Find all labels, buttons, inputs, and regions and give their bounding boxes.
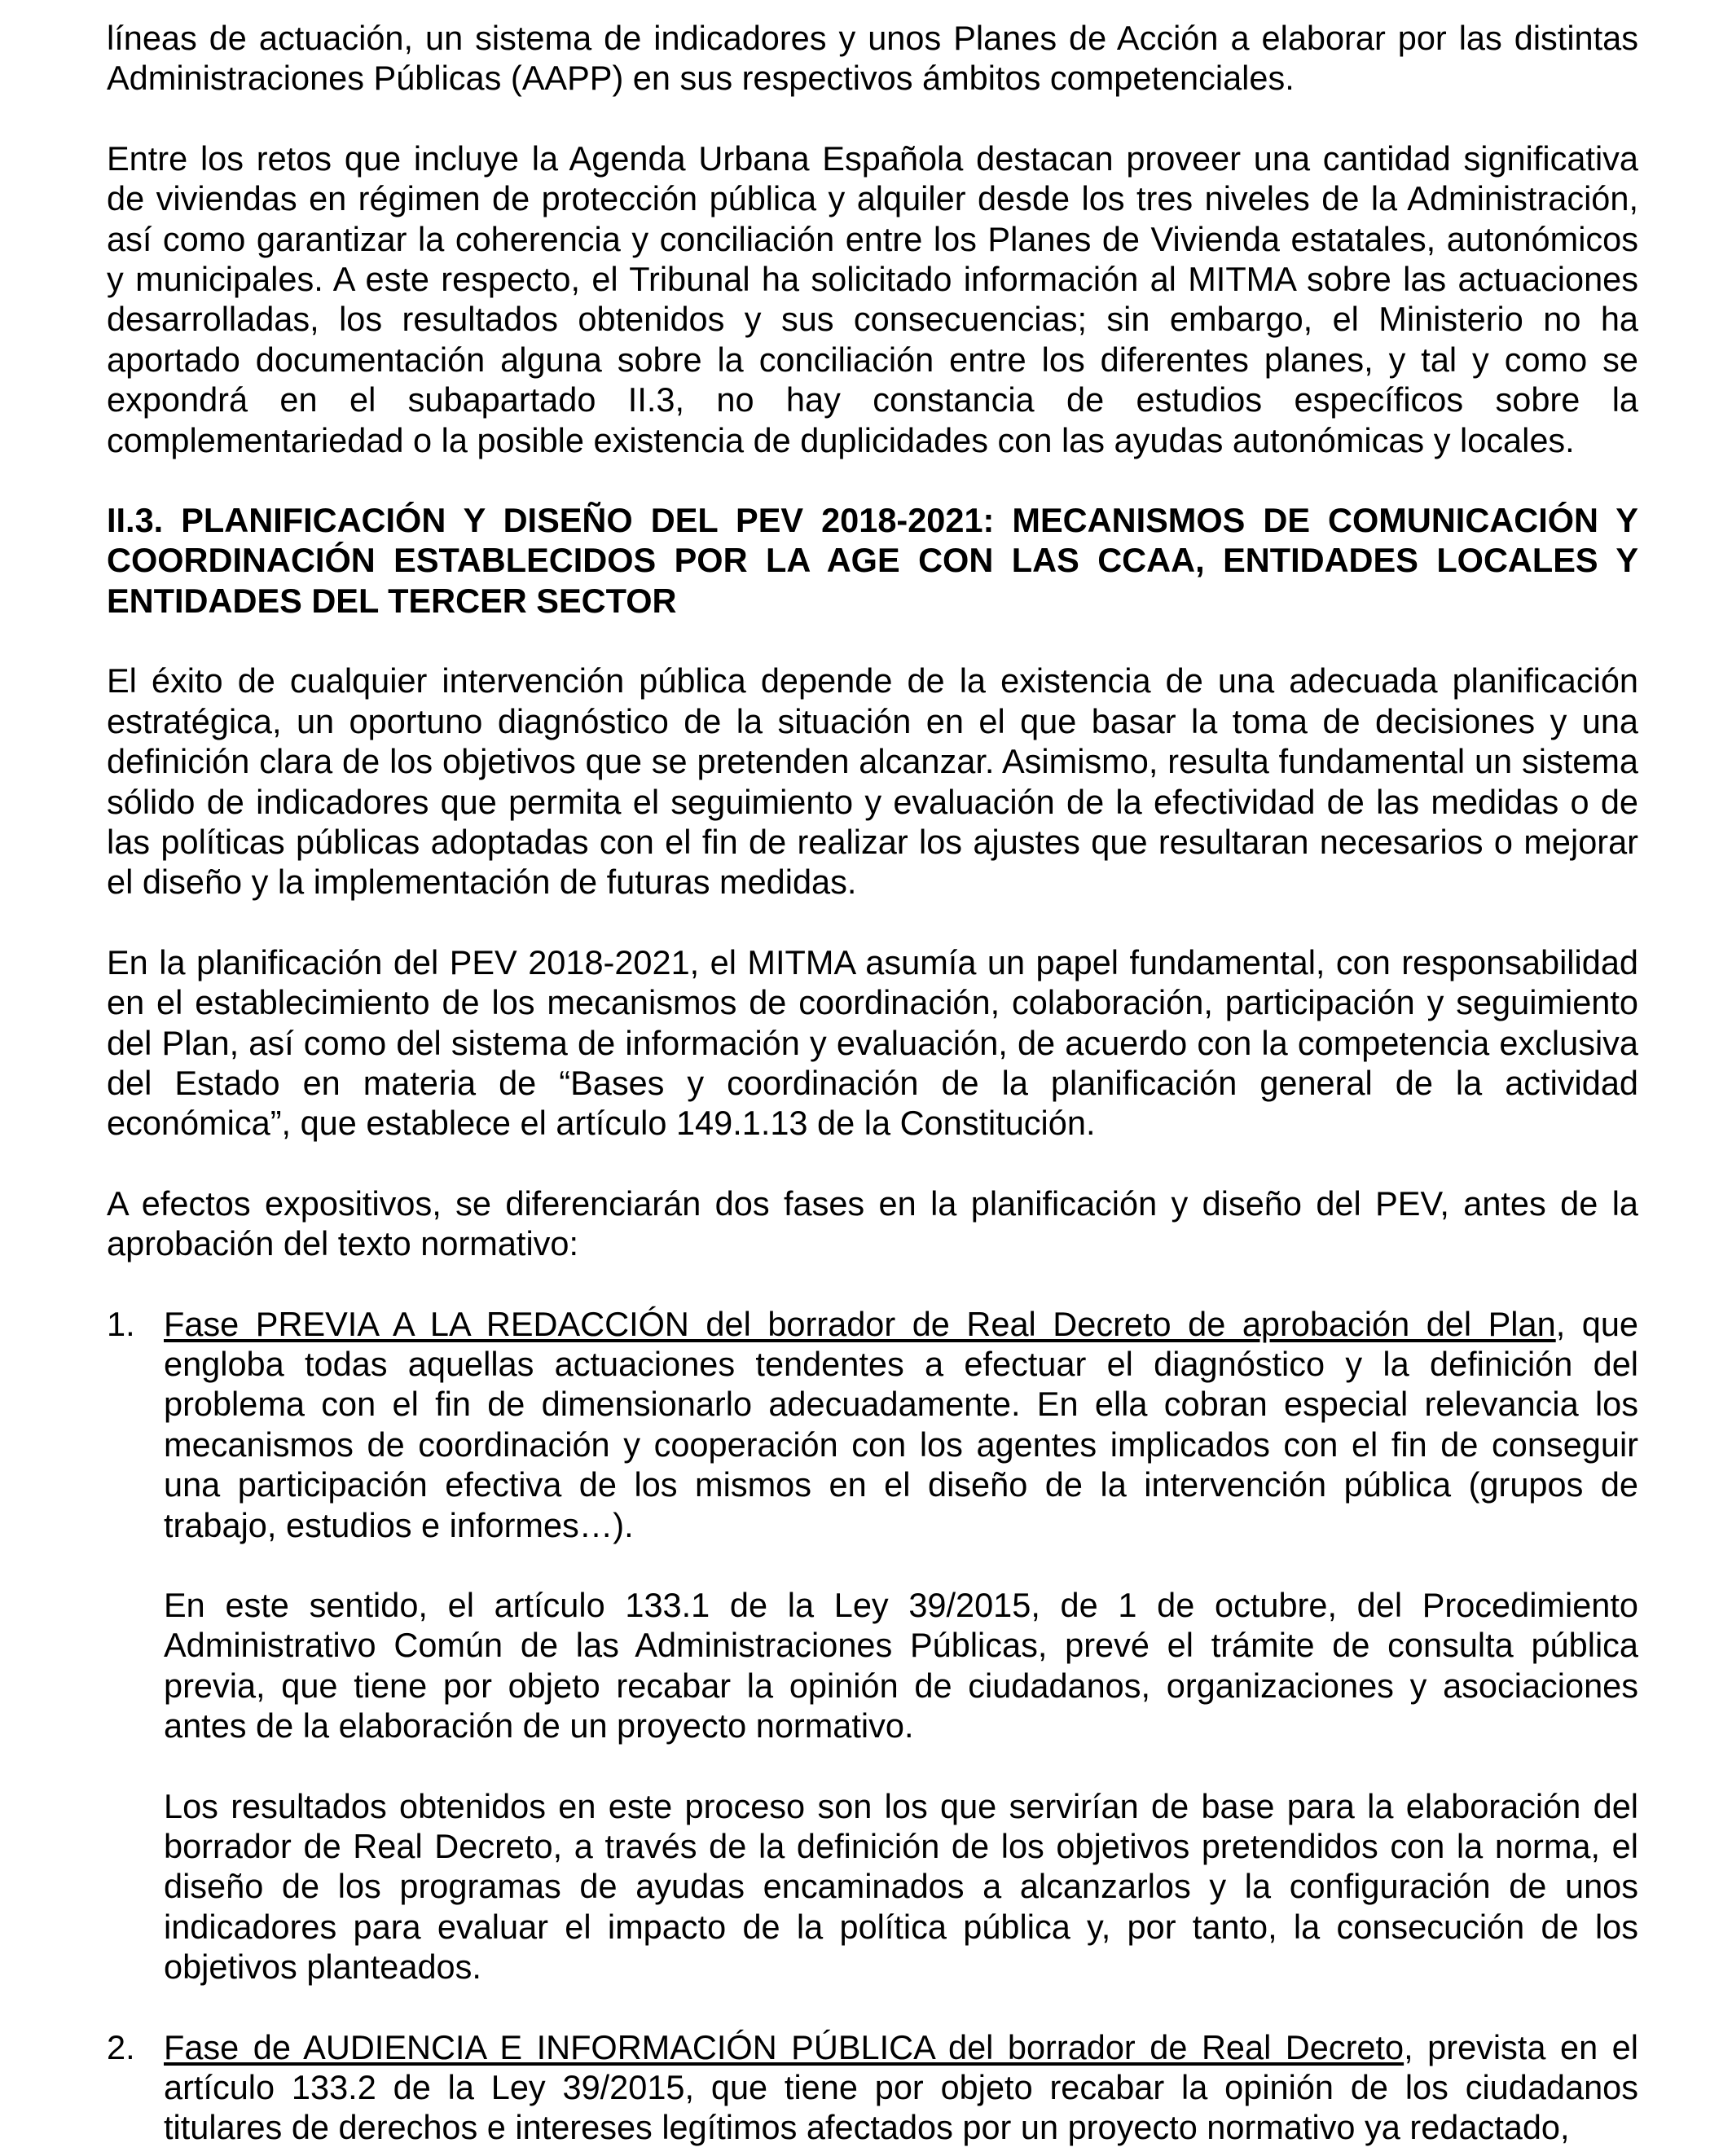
- paragraph-planificacion: El éxito de cualquier intervención pública depende de la existencia de una adecuada planificación estratégica, un oportuno diagnóstico de la situación en el que basar la toma de decisiones y una definición clara de los objetivos que se pretenden alcanzar. Asimismo, resulta fundamental un sistema sólido de indicadores que permita el seguimiento y evaluación de la efectividad de las medidas o de las políticas públicas adoptadas con el fin de realizar los ajustes que resultaran necesarios o mejorar el diseño y la implementación de futuras medidas.: [107, 661, 1638, 902]
- list-item-subparagraph: Los resultados obtenidos en este proceso son los que servirían de base para la elaboración del borrador de Real Decreto, a través de la definición de los objetivos pretendidos con la norma, el diseño de los programas de ayudas encaminados a alcanzarlos y la configuración de unos indicadores para evaluar el impacto de la política pública y, por tanto, la consecución de los objetivos planteados.: [164, 1786, 1638, 1987]
- list-item-underlined: Fase de AUDIENCIA E INFORMACIÓN PÚBLICA del borrador de Real Decreto: [164, 2027, 1405, 2066]
- list-item-underlined: Fase PREVIA A LA REDACCIÓN del borrador de Real Decreto de aprobación del Plan: [164, 1304, 1556, 1343]
- paragraph-intro: líneas de actuación, un sistema de indicadores y unos Planes de Acción a elaborar por las distintas Administraciones Públicas (AAPP) en sus respectivos ámbitos competenciales.: [107, 19, 1638, 98]
- section-heading: II.3. PLANIFICACIÓN Y DISEÑO DEL PEV 2018-2021: MECANISMOS DE COMUNICACIÓN Y COORDINACIÓN ESTABLECIDOS POR LA AGE CON LAS CCAA, ENTIDADES LOCALES Y ENTIDADES DEL TERCER SECTOR: [107, 501, 1638, 620]
- paragraph-fases: A efectos expositivos, se diferenciarán dos fases en la planificación y diseño del PEV, antes de la aprobación del texto normativo:: [107, 1183, 1638, 1263]
- list-number: 2.: [107, 2027, 135, 2066]
- paragraph-agenda-urbana: Entre los retos que incluye la Agenda Urbana Española destacan proveer una cantidad significativa de viviendas en régimen de protección pública y alquiler desde los tres niveles de la Administración, así como garantizar la coherencia y conciliación entre los Planes de Vivienda estatales, autonómicos y municipales. A este respecto, el Tribunal ha solicitado información al MITMA sobre las actuaciones desarrolladas, los resultados obtenidos y sus consecuencias; sin embargo, el Ministerio no ha aportado documentación alguna sobre la conciliación entre los diferentes planes, y tal y como se expondrá en el subapartado II.3, no hay constancia de estudios específicos sobre la complementariedad o la posible existencia de duplicidades con las ayudas autonómicas y locales.: [107, 138, 1638, 459]
- list-item-subparagraph: En este sentido, el artículo 133.1 de la Ley 39/2015, de 1 de octubre, del Procedimiento Administrativo Común de las Administraciones Públicas, prevé el trámite de consulta pública previa, que tiene por objeto recabar la opinión de ciudadanos, organizaciones y asociaciones antes de la elaboración de un proyecto normativo.: [164, 1586, 1638, 1745]
- list-item-1: [107, 1304, 1638, 1987]
- list-number: 1.: [107, 1304, 135, 1343]
- list-item-text: [164, 1304, 1638, 1545]
- list-item-rest: , prevista en el artículo 133.2 de la Ley 39/2015, que tiene por objeto recabar la opinión de los ciudadanos titulares de derechos e intereses legítimos afectados por un proyecto normativo ya redactado,: [164, 2027, 1638, 2147]
- list-item-rest: , que engloba todas aquellas actuaciones tendentes a efectuar el diagnóstico y la definición del problema con el fin de dimensionarlo adecuadamente. En ella cobran especial relevancia los mecanismos de coordinación y cooperación con los agentes implicados con el fin de conseguir una participación efectiva de los mismos en el diseño de la intervención pública (grupos de trabajo, estudios e informes…).: [164, 1304, 1638, 1544]
- document-page: [107, 18, 1638, 2148]
- paragraph-mitma: En la planificación del PEV 2018-2021, el MITMA asumía un papel fundamental, con responsabilidad en el establecimiento de los mecanismos de coordinación, colaboración, participación y seguimiento del Plan, así como del sistema de información y evaluación, de acuerdo con la competencia exclusiva del Estado en materia de “Bases y coordinación de la planificación general de la actividad económica”, que establece el artículo 149.1.13 de la Constitución.: [107, 942, 1638, 1143]
- list-item-text: [164, 2027, 1638, 2148]
- list-item-2: [107, 2027, 1638, 2148]
